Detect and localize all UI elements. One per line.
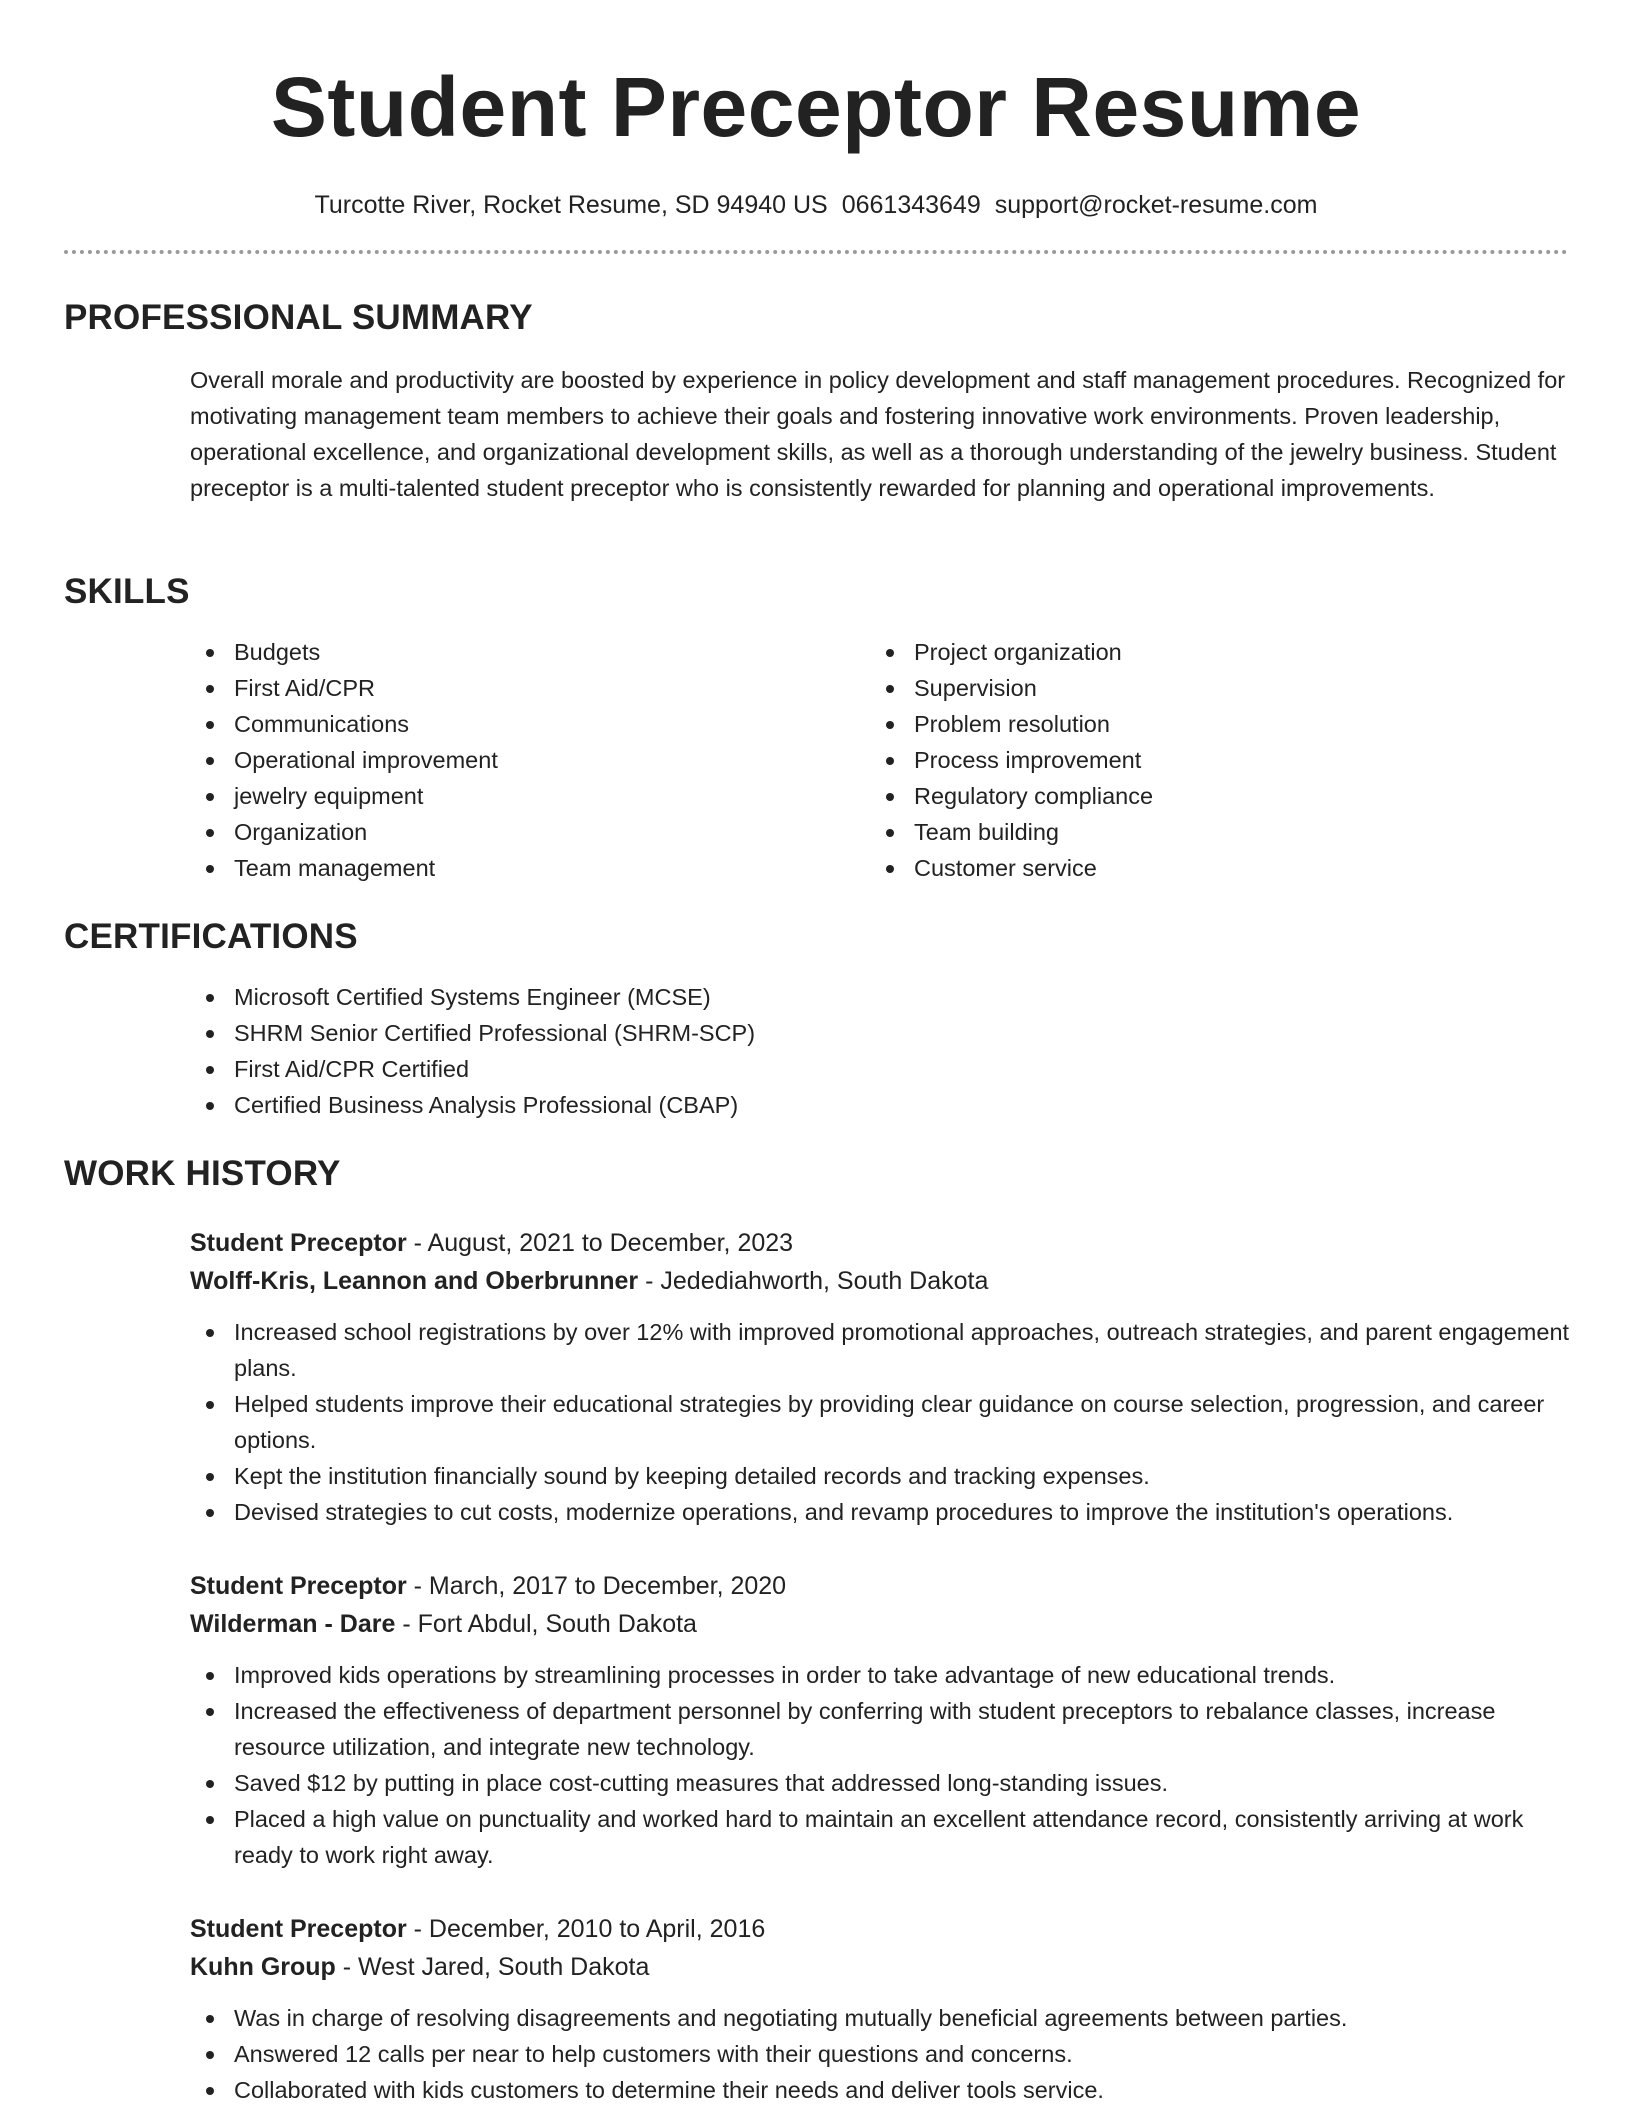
skills-left-list — [190, 634, 870, 886]
job-company: Wilderman - Dare — [190, 1610, 396, 1638]
job-title: Student Preceptor — [190, 1229, 407, 1257]
skills-columns — [190, 634, 1568, 886]
job-bullet: Devised strategies to cut costs, modernize operations, and revamp procedures to improve the institution's operations. — [190, 1494, 1585, 1530]
job-bullet: Increased the effectiveness of department personnel by conferring with student preceptors to rebalance classes, increase resource utilization, and integrate new technology. — [190, 1693, 1585, 1765]
summary-heading: PROFESSIONAL SUMMARY — [64, 298, 533, 337]
job-company-line — [190, 1262, 1585, 1300]
summary-text: Overall morale and productivity are boosted by experience in policy development and staff management procedures. Recognized for motivating management team members to achieve their goals and fostering innovative work environments. Proven leadership, operational excellence, and organizational development skills, as well as a thorough understanding of the jewelry business. Student preceptor is a multi-talented student preceptor who is consistently rewarded for planning and operational improvements. — [190, 367, 1566, 501]
work-history-heading: WORK HISTORY — [64, 1154, 341, 1193]
job-bullet: Placed a high value on punctuality and worked hard to maintain an excellent attendance record, consistently arriving at work ready to work right away. — [190, 1801, 1585, 1873]
contact-phone: 0661343649 — [841, 191, 981, 219]
skill-item: Process improvement — [870, 742, 1550, 778]
job-company-line — [190, 1948, 1585, 1986]
certifications-section — [64, 915, 1568, 1123]
job-bullets — [190, 1657, 1585, 1873]
job-entry — [64, 1910, 1568, 2108]
job-details — [190, 1567, 1585, 1873]
job-title-line — [190, 1567, 1585, 1605]
contact-email[interactable]: support@rocket-resume.com — [994, 191, 1318, 219]
skill-item: Regulatory compliance — [870, 778, 1550, 814]
certification-item: Microsoft Certified Systems Engineer (MCSE) — [190, 979, 1568, 1015]
job-entry — [64, 1567, 1568, 1873]
job-bullet: Increased school registrations by over 12% with improved promotional approaches, outreach strategies, and parent engagement plans. — [190, 1314, 1585, 1386]
contact-address: Turcotte River, Rocket Resume, SD 94940 US — [314, 191, 828, 219]
skill-item: Supervision — [870, 670, 1550, 706]
job-location: - Jedediahworth, South Dakota — [638, 1267, 989, 1295]
skill-item: Budgets — [190, 634, 870, 670]
job-company: Wolff-Kris, Leannon and Oberbrunner — [190, 1267, 639, 1295]
certification-item: First Aid/CPR Certified — [190, 1051, 1568, 1087]
contact-line — [0, 188, 1632, 222]
job-entry — [64, 1224, 1568, 1530]
skill-item: jewelry equipment — [190, 778, 870, 814]
job-bullet: Was in charge of resolving disagreements and negotiating mutually beneficial agreements between parties. — [190, 2000, 1585, 2036]
job-details — [190, 1224, 1585, 1530]
skill-item: Communications — [190, 706, 870, 742]
skills-section — [64, 570, 1568, 886]
certification-item: SHRM Senior Certified Professional (SHRM-SCP) — [190, 1015, 1568, 1051]
job-location: - West Jared, South Dakota — [335, 1953, 650, 1981]
skills-right-list — [870, 634, 1550, 886]
skill-item: Problem resolution — [870, 706, 1550, 742]
work-history-section — [64, 1152, 1568, 1196]
job-title-line — [190, 1910, 1585, 1948]
summary-section — [64, 296, 1568, 506]
skill-item: Team management — [190, 850, 870, 886]
job-company: Kuhn Group — [190, 1953, 336, 1981]
job-details — [190, 1910, 1585, 2108]
skills-heading: SKILLS — [64, 572, 190, 611]
skill-item: Team building — [870, 814, 1550, 850]
job-bullet: Improved kids operations by streamlining processes in order to take advantage of new educational trends. — [190, 1657, 1585, 1693]
skill-item: Project organization — [870, 634, 1550, 670]
page-title: Student Preceptor Resume — [270, 60, 1362, 154]
job-bullet: Answered 12 calls per near to help customers with their questions and concerns. — [190, 2036, 1585, 2072]
certification-item: Certified Business Analysis Professional (CBAP) — [190, 1087, 1568, 1123]
certifications-heading: CERTIFICATIONS — [64, 917, 358, 956]
job-bullets — [190, 1314, 1585, 1530]
job-dates: - December, 2010 to April, 2016 — [406, 1915, 766, 1943]
job-location: - Fort Abdul, South Dakota — [395, 1610, 697, 1638]
certifications-list — [190, 979, 1568, 1123]
resume-header — [0, 0, 1632, 222]
job-bullet: Collaborated with kids customers to determine their needs and deliver tools service. — [190, 2072, 1585, 2108]
job-company-line — [190, 1605, 1585, 1643]
job-title: Student Preceptor — [190, 1572, 407, 1600]
job-bullet: Helped students improve their educational strategies by providing clear guidance on course selection, progression, and career options. — [190, 1386, 1585, 1458]
skill-item: Customer service — [870, 850, 1550, 886]
job-bullets — [190, 2000, 1585, 2108]
job-bullet: Saved $12 by putting in place cost-cutting measures that addressed long-standing issues. — [190, 1765, 1585, 1801]
job-title: Student Preceptor — [190, 1915, 407, 1943]
job-dates: - August, 2021 to December, 2023 — [406, 1229, 794, 1257]
job-title-line — [190, 1224, 1585, 1262]
skill-item: Organization — [190, 814, 870, 850]
job-dates: - March, 2017 to December, 2020 — [406, 1572, 787, 1600]
skill-item: First Aid/CPR — [190, 670, 870, 706]
job-bullet: Kept the institution financially sound by keeping detailed records and tracking expenses. — [190, 1458, 1585, 1494]
header-divider — [64, 250, 1568, 254]
skill-item: Operational improvement — [190, 742, 870, 778]
